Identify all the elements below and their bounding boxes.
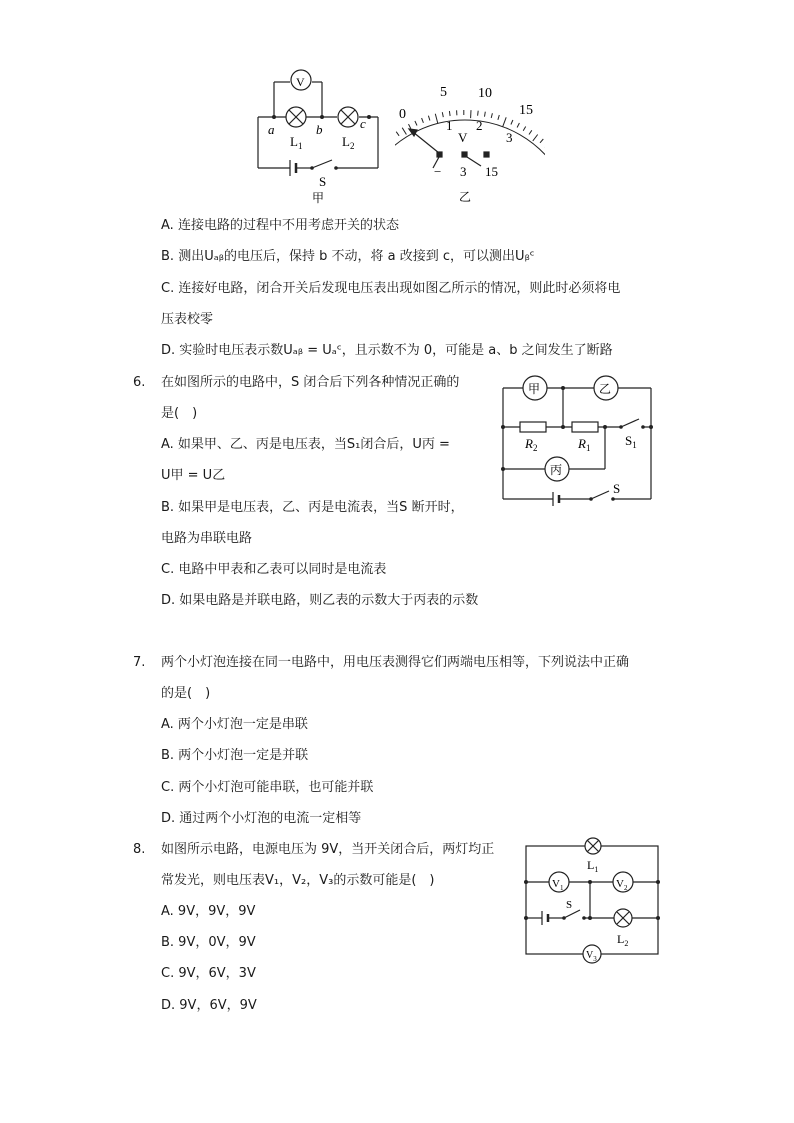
dial-tick <box>396 132 399 136</box>
option-text: 压表校零 <box>161 312 214 327</box>
dial-tick <box>511 120 513 125</box>
voltmeter-v2-label: $V_2$ <box>616 878 628 892</box>
q6-stem-cont: 是( ) <box>161 406 198 421</box>
dial-tick <box>415 121 417 126</box>
dial-tick <box>478 111 479 116</box>
switch-s-label: S <box>566 899 573 911</box>
dial-inner-3: 3 <box>506 130 513 145</box>
dial-outer-10: 10 <box>478 86 492 101</box>
lamp-l2-label: $L_2$ <box>617 932 629 948</box>
dial-inner-2: 2 <box>476 118 483 133</box>
q8-number: 8. <box>133 842 146 857</box>
option-label: A. <box>161 218 174 233</box>
q5-option-b <box>161 248 535 266</box>
dial-tick <box>498 115 499 120</box>
dial-tick <box>449 111 450 116</box>
q7-option-a: A. 两个小灯泡一定是串联 <box>161 717 308 732</box>
q8-option-d: D. 9V，6V，9V <box>161 998 257 1013</box>
option-text: 连接电路的过程中不用考虑开关的状态 <box>177 218 399 233</box>
option-label: C. <box>161 281 175 296</box>
q7-option-d: D. 通过两个小灯泡的电流一定相等 <box>161 811 362 826</box>
q8-option-a: A. 9V，9V，9V <box>161 904 256 919</box>
q8-stem: 如图所示电路，电源电压为 9V，当开关闭合后，两灯均正 <box>161 842 495 857</box>
dial-tick <box>503 117 507 126</box>
figure-yi-voltmeter <box>395 80 545 207</box>
option-text: 实验时电压表示数Uₐᵦ = Uₐᶜ，且示数不为 0，可能是 a、b 之间发生了断路 <box>179 343 613 358</box>
dial-tick <box>540 139 543 143</box>
dial-tick <box>523 127 526 131</box>
q6-number: 6. <box>133 375 146 390</box>
option-label: D. <box>161 343 176 358</box>
switch-s1-label: $S_1$ <box>625 433 637 450</box>
dial-tick <box>402 128 406 135</box>
lamp-l2-label: $L_2$ <box>342 134 355 151</box>
dial-tick <box>485 112 486 117</box>
q7-option-c: C. 两个小灯泡可能串联，也可能并联 <box>161 780 374 795</box>
jia-voltmeter-label: V <box>296 75 305 89</box>
q8-stem-cont: 常发光，则电压表V₁，V₂，V₃的示数可能是( ) <box>161 873 435 888</box>
q6-option-b-cont: 电路为串联电路 <box>161 531 253 546</box>
node-a-label: a <box>268 122 275 137</box>
dial-tick <box>409 124 411 129</box>
q7-stem: 两个小灯泡连接在同一电路中，用电压表测得它们两端电压相等，下列说法中正确 <box>161 655 630 670</box>
terminal-minus: − <box>434 164 442 179</box>
switch-s-label: S <box>319 174 327 189</box>
dial-unit-v: V <box>458 130 468 145</box>
meter-jia-label: 甲 <box>528 382 541 396</box>
figure-jia-circuit <box>250 62 390 207</box>
dial-outer-15: 15 <box>519 103 533 118</box>
figure-jia-caption: 甲 <box>312 191 325 205</box>
q5-option-c <box>161 280 620 298</box>
q5-option-c-cont <box>161 311 213 329</box>
q6-option-d: D. 如果电路是并联电路，则乙表的示数大于丙表的示数 <box>161 593 479 608</box>
dial-inner-1: 1 <box>446 118 453 133</box>
q6-option-c: C. 电路中甲表和乙表可以同时是电流表 <box>161 562 387 577</box>
q6-option-b: B. 如果甲是电压表，乙、丙是电流表，当S 断开时， <box>161 500 464 515</box>
q8-option-c: C. 9V，6V，3V <box>161 966 256 981</box>
resistor-r1-label: $R_1$ <box>578 436 591 453</box>
dial-tick <box>442 112 443 117</box>
q6-option-a-cont: U甲 = U乙 <box>161 468 226 483</box>
dial-tick <box>428 116 430 121</box>
voltmeter-v3-label: $V_3$ <box>586 950 597 963</box>
lamp-l1-label: $L_1$ <box>290 134 303 151</box>
option-text: 连接好电路，闭合开关后发现电压表出现如图乙所示的情况，则此时必须将电 <box>178 281 621 296</box>
dial-tick <box>517 123 519 128</box>
meter-yi-label: 乙 <box>599 382 612 396</box>
dial-outer-5: 5 <box>440 85 447 100</box>
q5-option-a <box>161 217 399 235</box>
dial-tick <box>422 118 424 123</box>
lamp-l1-label: $L_1$ <box>587 858 599 874</box>
q6-stem: 在如图所示的电路中，S 闭合后下列各种情况正确的 <box>161 375 460 390</box>
meter-bing-label: 丙 <box>550 463 563 477</box>
terminal-3: 3 <box>460 164 467 179</box>
dial-tick <box>533 135 538 141</box>
node-b-label: b <box>316 122 323 137</box>
option-text: 测出Uₐᵦ的电压后，保持 b 不动，将 a 改接到 c，可以测出Uᵦᶜ <box>178 249 535 264</box>
option-label: B. <box>161 249 175 264</box>
dial-outer-0: 0 <box>399 107 406 122</box>
q7-stem-cont: 的是( ) <box>161 686 211 701</box>
switch-s-label: S <box>613 481 621 496</box>
terminal-15: 15 <box>485 164 498 179</box>
q7-option-b: B. 两个小灯泡一定是并联 <box>161 748 309 763</box>
resistor-r2-label: $R_2$ <box>525 436 538 453</box>
q6-circuit-figure <box>495 372 660 507</box>
figure-yi-caption: 乙 <box>459 190 472 204</box>
q5-option-d <box>161 342 613 360</box>
q7-number: 7. <box>133 655 146 670</box>
q8-option-b: B. 9V，0V，9V <box>161 935 256 950</box>
q6-option-a: A. 如果甲、乙、丙是电压表，当S₁闭合后，U丙 = <box>161 437 450 452</box>
voltmeter-v1-label: $V_1$ <box>552 878 564 892</box>
q8-circuit-figure <box>522 832 664 968</box>
dial-tick <box>435 114 438 124</box>
dial-tick <box>529 130 532 134</box>
node-c-label: c <box>360 116 366 131</box>
dial-tick <box>491 113 492 118</box>
